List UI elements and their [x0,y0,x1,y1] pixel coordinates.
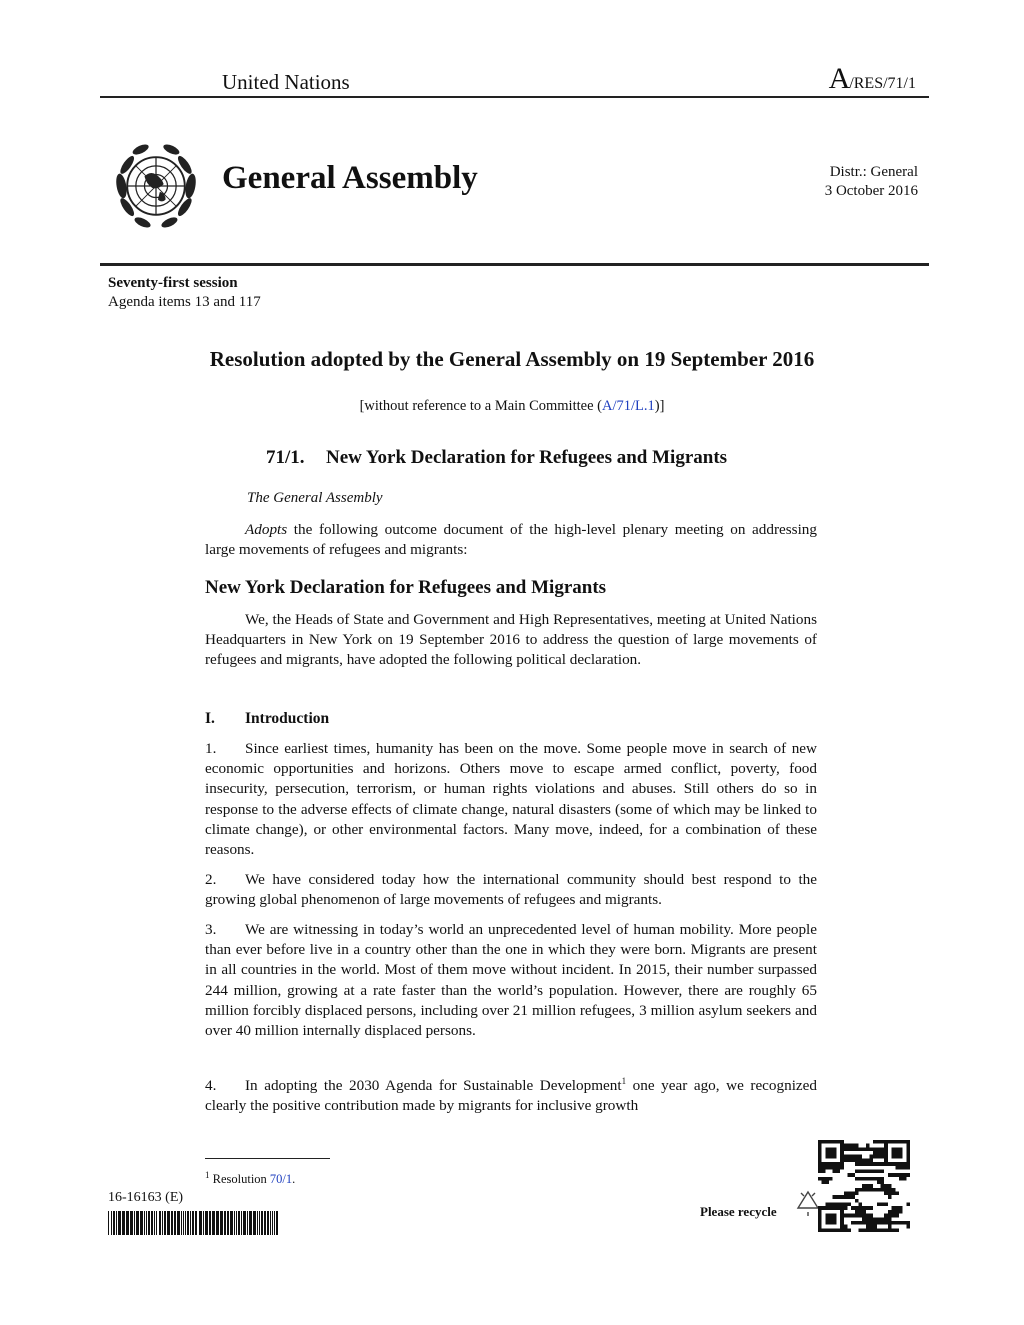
section-heading [205,710,329,728]
adopts-verb: Adopts [245,521,288,538]
paragraph-4 [205,1071,817,1116]
paragraph-text: Since earliest times, humanity has been on the move. Some people move in search of new economic opportunities and horizons. Others move to escape armed conflict, poverty, food insecurity, persecution, terrorism, or human rights violations and abuses. Still others do so in response to the adverse effects of climate change, natural disasters (some of which may be linked to climate change), or other environmental factors. Many move, indeed, for a combination of these reasons. [205,740,817,859]
paragraph-number: 2. [205,871,217,888]
document-date: 3 October 2016 [824,183,918,199]
un-emblem-icon [108,138,204,234]
declaration-heading: New York Declaration for Refugees and Migrants [205,577,607,598]
footnote-marker: 1 [205,1170,210,1180]
footnote [205,1170,295,1187]
section-number: I. [205,710,215,727]
symbol-rest: /RES/71/1 [849,75,916,92]
ref-suffix: )] [654,398,665,414]
paragraph-number: 1. [205,740,217,757]
resolution-title: Resolution adopted by the General Assembly on 19 September 2016 [209,347,815,371]
document-link[interactable]: A/71/L.1 [601,398,655,414]
paragraph-text: In adopting the 2030 Agenda for Sustainable Development [245,1077,622,1095]
footnote-label: Resolution [212,1172,270,1187]
paragraph-3 [205,920,817,1041]
paragraph-1 [205,739,817,860]
qr-code-icon [818,1140,910,1232]
adopts-text: the following outcome document of the high-level plenary meeting on addressing large movements of refugees and migrants: [205,521,817,559]
assembly-title: General Assembly [222,160,478,196]
symbol-prefix: A [828,62,850,95]
resolution-number: 71/1. [266,447,305,468]
paragraph-number: 4. [205,1077,217,1095]
paragraph-text: We have considered today how the international community should best respond to the growing global phenomenon of large movements of refugees and migrants. [205,871,817,909]
agenda-items: Agenda items 13 and 117 [108,294,261,310]
paragraph-2 [205,870,817,910]
general-assembly-preamble: The General Assembly [247,490,383,506]
resolution-heading [266,447,727,469]
footnote-rule [205,1158,330,1159]
document-number: 16-16163 (E) [108,1190,184,1205]
recycle-label: Please recycle [700,1204,777,1219]
footnote-reference[interactable]: 1 [621,1076,627,1086]
paragraph-text-continued: one year ago, we recognized clearly the positive contribution made by migrants for inclusive growth [205,1077,817,1115]
session-name: Seventy-first session [108,275,238,291]
org-name: United Nations [222,70,350,94]
resolution-reference [0,398,1024,415]
paragraph-text: We are witnessing in today’s world an unprecedented level of human mobility. More people than ever before live in a country other than the one in which they were born. Migrants are present in all countries in the world. Most of them move without incident. In 2015, their number surpassed 244 million, growing at a rate faster than the world’s population. However, there are roughly 65 million forcibly displaced persons, including over 21 million refugees, 3 million asylum seekers and over 40 million internally displaced persons. [205,921,817,1040]
ref-prefix: [without reference to a Main Committee ( [359,398,602,414]
header-rule [100,96,929,98]
distribution-block [825,163,918,201]
resolution-name: New York Declaration for Refugees and Migrants [326,447,728,468]
section-title: Introduction [245,710,330,727]
session-block [108,274,261,312]
adopts-paragraph [205,520,817,560]
paragraph-number: 3. [205,921,217,938]
footnote-link[interactable]: 70/1 [269,1172,293,1187]
distribution-label: Distr.: General [829,164,918,180]
intro-paragraph: We, the Heads of State and Government and High Representatives, meeting at United Nations Headquarters in New York on 19 September 2016 to address the question of large movements of refugees and migrants, have adopted the following political declaration. [205,611,817,669]
masthead-rule [100,263,929,266]
document-symbol [829,62,916,96]
footnote-end: . [292,1172,296,1187]
barcode-icon [108,1211,278,1235]
